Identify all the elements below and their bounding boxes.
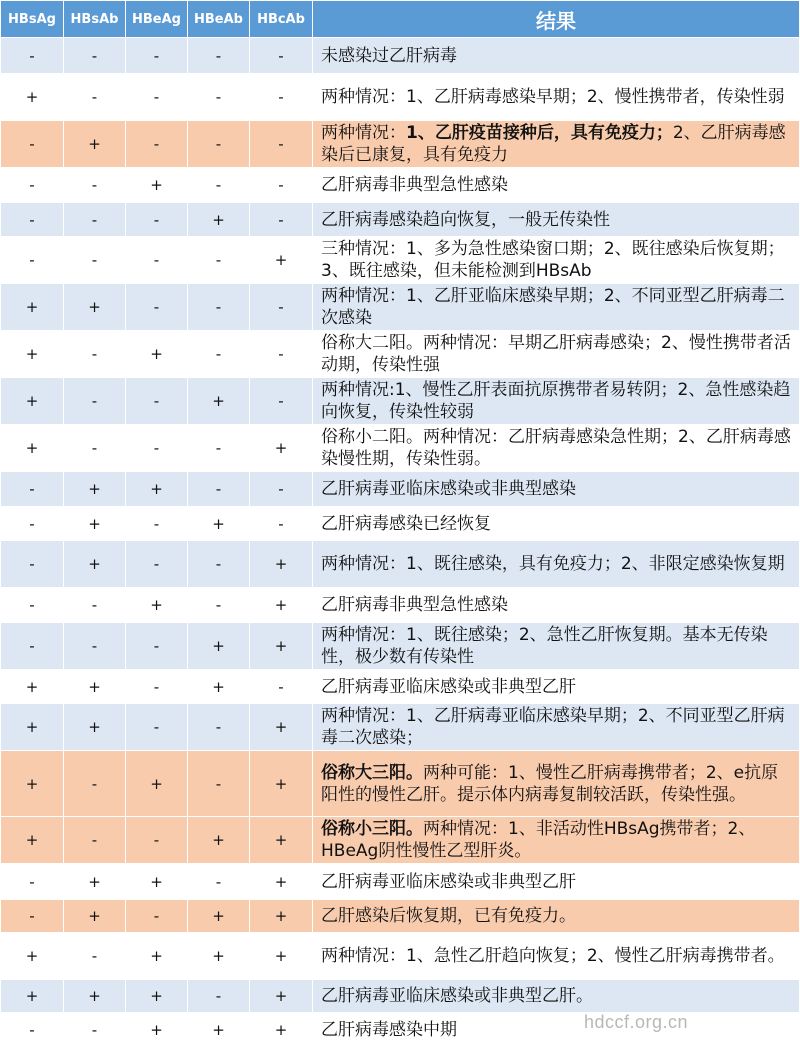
header-hbcab: HBcAb xyxy=(250,1,313,38)
table-row xyxy=(1,817,800,864)
marker-hbeab-cell: - xyxy=(188,74,250,121)
result-text: 两种情况：1、乙肝病毒感染早期；2、慢性携带者，传染性弱 xyxy=(321,87,785,107)
table-row xyxy=(1,472,800,507)
result-text: 乙肝病毒感染趋向恢复，一般无传染性 xyxy=(321,209,610,230)
result-cell xyxy=(313,74,800,121)
table-row xyxy=(1,933,800,980)
result-cell xyxy=(313,168,800,203)
marker-hbeag-cell: - xyxy=(126,425,188,472)
marker-hbeab-cell: + xyxy=(188,1013,250,1047)
marker-hbsag-cell: - xyxy=(1,472,64,507)
table-row xyxy=(1,331,800,378)
marker-hbcab-cell: + xyxy=(250,541,313,588)
marker-hbeag-cell: - xyxy=(126,284,188,331)
marker-hbsab-cell: + xyxy=(64,284,126,331)
marker-hbsab-cell: + xyxy=(64,472,126,507)
result-cell xyxy=(313,472,800,507)
marker-hbeag-cell: - xyxy=(126,623,188,670)
table-row xyxy=(1,121,800,168)
result-text: 两种情况：1、急性乙肝趋向恢复；2、慢性乙肝病毒携带者。 xyxy=(321,946,785,966)
marker-hbeab-cell: - xyxy=(188,864,250,900)
marker-hbsab-cell: - xyxy=(64,331,126,378)
table-row xyxy=(1,980,800,1013)
header-hbsag: HBsAg xyxy=(1,1,64,38)
marker-hbcab-cell: - xyxy=(250,74,313,121)
marker-hbcab-cell: - xyxy=(250,331,313,378)
result-text: 乙肝病毒亚临床感染或非典型感染 xyxy=(321,479,576,499)
result-text: 乙肝病毒亚临床感染或非典型乙肝 xyxy=(321,871,576,892)
marker-hbsag-cell: + xyxy=(1,425,64,472)
marker-hbeab-cell: + xyxy=(188,203,250,237)
result-cell xyxy=(313,670,800,704)
header-result: 结果 xyxy=(313,1,800,38)
marker-hbcab-cell: - xyxy=(250,168,313,203)
marker-hbcab-cell: - xyxy=(250,203,313,237)
table-row xyxy=(1,704,800,751)
marker-hbeab-cell: - xyxy=(188,331,250,378)
table-row xyxy=(1,588,800,623)
marker-hbcab-cell: + xyxy=(250,900,313,933)
marker-hbeag-cell: + xyxy=(126,864,188,900)
marker-hbeag-cell: - xyxy=(126,670,188,704)
result-text: 乙肝病毒非典型急性感染 xyxy=(321,595,508,615)
result-text: 两种情况：1、乙肝病毒亚临床感染早期；2、不同亚型乙肝病毒二次感染； xyxy=(321,706,785,748)
marker-hbeab-cell: + xyxy=(188,817,250,864)
marker-hbsag-cell: - xyxy=(1,864,64,900)
marker-hbeag-cell: - xyxy=(126,38,188,74)
marker-hbsag-cell: - xyxy=(1,168,64,203)
table-row xyxy=(1,623,800,670)
marker-hbsab-cell: - xyxy=(64,623,126,670)
result-cell xyxy=(313,864,800,900)
table-row xyxy=(1,237,800,284)
marker-hbcab-cell: + xyxy=(250,588,313,623)
marker-hbcab-cell: + xyxy=(250,623,313,670)
header-hbsab: HBsAb xyxy=(64,1,126,38)
marker-hbsag-cell: + xyxy=(1,378,64,425)
result-cell xyxy=(313,541,800,588)
result-text: 三种情况：1、多为急性感染窗口期；2、既往感染后恢复期；3、既往感染，但未能检测到HBsAb xyxy=(321,239,785,281)
result-text: 俗称小二阳。两种情况：乙肝病毒感染急性期；2、乙肝病毒感染慢性期，传染性弱。 xyxy=(321,427,791,469)
marker-hbeag-cell: - xyxy=(126,74,188,121)
result-text: 两种情况：1、乙肝亚临床感染早期；2、不同亚型乙肝病毒二次感染 xyxy=(321,286,785,328)
result-text: 乙肝病毒亚临床感染或非典型乙肝。 xyxy=(321,986,593,1006)
marker-hbsab-cell: - xyxy=(64,751,126,817)
marker-hbcab-cell: - xyxy=(250,507,313,541)
marker-hbsab-cell: - xyxy=(64,378,126,425)
table-row xyxy=(1,900,800,933)
result-emphasis: 俗称大三阳。 xyxy=(321,762,423,783)
marker-hbeab-cell: + xyxy=(188,623,250,670)
result-cell xyxy=(313,237,800,284)
result-text: 乙肝病毒感染中期 xyxy=(321,1019,457,1040)
marker-hbeab-cell: - xyxy=(188,472,250,507)
table-row xyxy=(1,74,800,121)
marker-hbsag-cell: - xyxy=(1,541,64,588)
marker-hbeag-cell: + xyxy=(126,168,188,203)
marker-hbsag-cell: + xyxy=(1,284,64,331)
marker-hbsag-cell: - xyxy=(1,900,64,933)
result-text: 乙肝感染后恢复期，已有免疫力。 xyxy=(321,906,576,926)
result-cell xyxy=(313,121,800,168)
marker-hbsag-cell: - xyxy=(1,38,64,74)
marker-hbsab-cell: + xyxy=(64,864,126,900)
marker-hbsag-cell: - xyxy=(1,623,64,670)
result-text: 俗称大二阳。两种情况：早期乙肝病毒感染；2、慢性携带者活动期，传染性强 xyxy=(321,333,791,375)
marker-hbeab-cell: - xyxy=(188,284,250,331)
result-text: 两种可能：1、慢性乙肝病毒携带者；2、e抗原阳性的慢性乙肝。提示体内病毒复制较活跃，传染性强。 xyxy=(321,762,779,805)
marker-hbsab-cell: + xyxy=(64,980,126,1013)
marker-hbsag-cell: + xyxy=(1,933,64,980)
result-cell xyxy=(313,203,800,237)
result-text: 两种情况：1、非活动性HBsAg携带者；2、HBeAg阴性慢性乙型肝炎。 xyxy=(321,819,756,861)
marker-hbsab-cell: - xyxy=(64,203,126,237)
marker-hbsag-cell: - xyxy=(1,203,64,237)
result-cell xyxy=(313,980,800,1013)
result-cell xyxy=(313,817,800,864)
marker-hbeag-cell: - xyxy=(126,203,188,237)
marker-hbeag-cell: - xyxy=(126,507,188,541)
marker-hbsab-cell: + xyxy=(64,121,126,168)
result-cell xyxy=(313,38,800,74)
marker-hbsab-cell: + xyxy=(64,507,126,541)
table-row xyxy=(1,864,800,900)
result-emphasis: 1、乙肝疫苗接种后，具有免疫力； xyxy=(406,123,673,143)
marker-hbeab-cell: - xyxy=(188,980,250,1013)
marker-hbeab-cell: - xyxy=(188,425,250,472)
table-row xyxy=(1,425,800,472)
marker-hbsab-cell: - xyxy=(64,38,126,74)
result-text: 两种情况：1、既往感染；2、急性乙肝恢复期。基本无传染性，极少数有传染性 xyxy=(321,625,768,667)
marker-hbcab-cell: + xyxy=(250,237,313,284)
marker-hbeab-cell: - xyxy=(188,541,250,588)
result-cell xyxy=(313,751,800,817)
marker-hbeag-cell: + xyxy=(126,472,188,507)
marker-hbsag-cell: + xyxy=(1,817,64,864)
marker-hbsab-cell: + xyxy=(64,704,126,751)
marker-hbcab-cell: + xyxy=(250,425,313,472)
result-cell xyxy=(313,900,800,933)
marker-hbcab-cell: - xyxy=(250,472,313,507)
marker-hbsag-cell: + xyxy=(1,980,64,1013)
marker-hbeab-cell: - xyxy=(188,38,250,74)
marker-hbcab-cell: - xyxy=(250,378,313,425)
marker-hbsab-cell: - xyxy=(64,1013,126,1047)
marker-hbcab-cell: + xyxy=(250,1013,313,1047)
marker-hbcab-cell: + xyxy=(250,704,313,751)
marker-hbeag-cell: - xyxy=(126,237,188,284)
marker-hbsag-cell: + xyxy=(1,751,64,817)
marker-hbcab-cell: - xyxy=(250,284,313,331)
result-cell xyxy=(313,933,800,980)
marker-hbeab-cell: - xyxy=(188,121,250,168)
marker-hbeab-cell: + xyxy=(188,670,250,704)
result-cell xyxy=(313,623,800,670)
result-text: 2、乙肝病毒感染后已康复，具有免疫力 xyxy=(321,123,786,165)
marker-hbsag-cell: - xyxy=(1,507,64,541)
table-row xyxy=(1,507,800,541)
marker-hbsag-cell: - xyxy=(1,121,64,168)
marker-hbsab-cell: + xyxy=(64,900,126,933)
result-text: 乙肝病毒感染已经恢复 xyxy=(321,513,491,534)
marker-hbsag-cell: - xyxy=(1,237,64,284)
marker-hbeag-cell: - xyxy=(126,378,188,425)
table-row xyxy=(1,168,800,203)
table-row xyxy=(1,541,800,588)
table-row xyxy=(1,378,800,425)
marker-hbsag-cell: + xyxy=(1,74,64,121)
result-cell xyxy=(313,331,800,378)
marker-hbeag-cell: + xyxy=(126,331,188,378)
marker-hbeag-cell: - xyxy=(126,817,188,864)
watermark: hdccf.org.cn xyxy=(583,1012,688,1032)
marker-hbeab-cell: + xyxy=(188,933,250,980)
marker-hbeab-cell: - xyxy=(188,168,250,203)
result-text: 未感染过乙肝病毒 xyxy=(321,45,457,66)
result-emphasis: 俗称小三阳。 xyxy=(321,819,423,839)
result-cell xyxy=(313,704,800,751)
marker-hbsag-cell: + xyxy=(1,670,64,704)
header-hbeab: HBeAb xyxy=(188,1,250,38)
marker-hbcab-cell: - xyxy=(250,121,313,168)
marker-hbsag-cell: + xyxy=(1,331,64,378)
marker-hbeag-cell: - xyxy=(126,541,188,588)
marker-hbcab-cell: + xyxy=(250,980,313,1013)
result-text: 两种情况： xyxy=(321,123,406,143)
marker-hbsag-cell: - xyxy=(1,588,64,623)
marker-hbsab-cell: - xyxy=(64,588,126,623)
result-cell xyxy=(313,507,800,541)
marker-hbeab-cell: - xyxy=(188,704,250,751)
marker-hbeab-cell: + xyxy=(188,378,250,425)
marker-hbsab-cell: + xyxy=(64,541,126,588)
marker-hbsab-cell: - xyxy=(64,237,126,284)
result-text: 两种情况：1、既往感染，具有免疫力；2、非限定感染恢复期 xyxy=(321,554,785,574)
marker-hbcab-cell: - xyxy=(250,38,313,74)
marker-hbsab-cell: - xyxy=(64,425,126,472)
result-cell xyxy=(313,284,800,331)
marker-hbsag-cell: - xyxy=(1,1013,64,1047)
marker-hbeag-cell: - xyxy=(126,900,188,933)
header-hbeag: HBeAg xyxy=(126,1,188,38)
marker-hbsab-cell: - xyxy=(64,74,126,121)
result-cell xyxy=(313,1013,800,1047)
marker-hbeab-cell: + xyxy=(188,507,250,541)
header-row xyxy=(1,1,800,38)
marker-hbcab-cell: - xyxy=(250,670,313,704)
marker-hbcab-cell: + xyxy=(250,751,313,817)
marker-hbsab-cell: - xyxy=(64,933,126,980)
marker-hbeag-cell: + xyxy=(126,588,188,623)
marker-hbsab-cell: - xyxy=(64,817,126,864)
marker-hbeab-cell: - xyxy=(188,751,250,817)
marker-hbsab-cell: - xyxy=(64,168,126,203)
result-text: 两种情况:1、慢性乙肝表面抗原携带者易转阴；2、急性感染趋向恢复，传染性较弱 xyxy=(321,380,791,422)
result-cell xyxy=(313,588,800,623)
table-row xyxy=(1,670,800,704)
table-row xyxy=(1,203,800,237)
table-body xyxy=(1,38,800,1047)
marker-hbeag-cell: - xyxy=(126,704,188,751)
marker-hbeag-cell: + xyxy=(126,1013,188,1047)
marker-hbeag-cell: + xyxy=(126,933,188,980)
marker-hbsag-cell: + xyxy=(1,704,64,751)
marker-hbsab-cell: + xyxy=(64,670,126,704)
marker-hbeag-cell: - xyxy=(126,121,188,168)
marker-hbeab-cell: - xyxy=(188,588,250,623)
marker-hbeab-cell: + xyxy=(188,900,250,933)
result-cell xyxy=(313,425,800,472)
result-text: 乙肝病毒非典型急性感染 xyxy=(321,175,508,195)
table-row xyxy=(1,38,800,74)
marker-hbcab-cell: + xyxy=(250,933,313,980)
table-row xyxy=(1,751,800,817)
result-text: 乙肝病毒亚临床感染或非典型乙肝 xyxy=(321,676,576,697)
table-row xyxy=(1,284,800,331)
result-cell xyxy=(313,378,800,425)
marker-hbeab-cell: - xyxy=(188,237,250,284)
marker-hbeag-cell: + xyxy=(126,751,188,817)
marker-hbcab-cell: + xyxy=(250,864,313,900)
marker-hbeag-cell: + xyxy=(126,980,188,1013)
marker-hbcab-cell: + xyxy=(250,817,313,864)
